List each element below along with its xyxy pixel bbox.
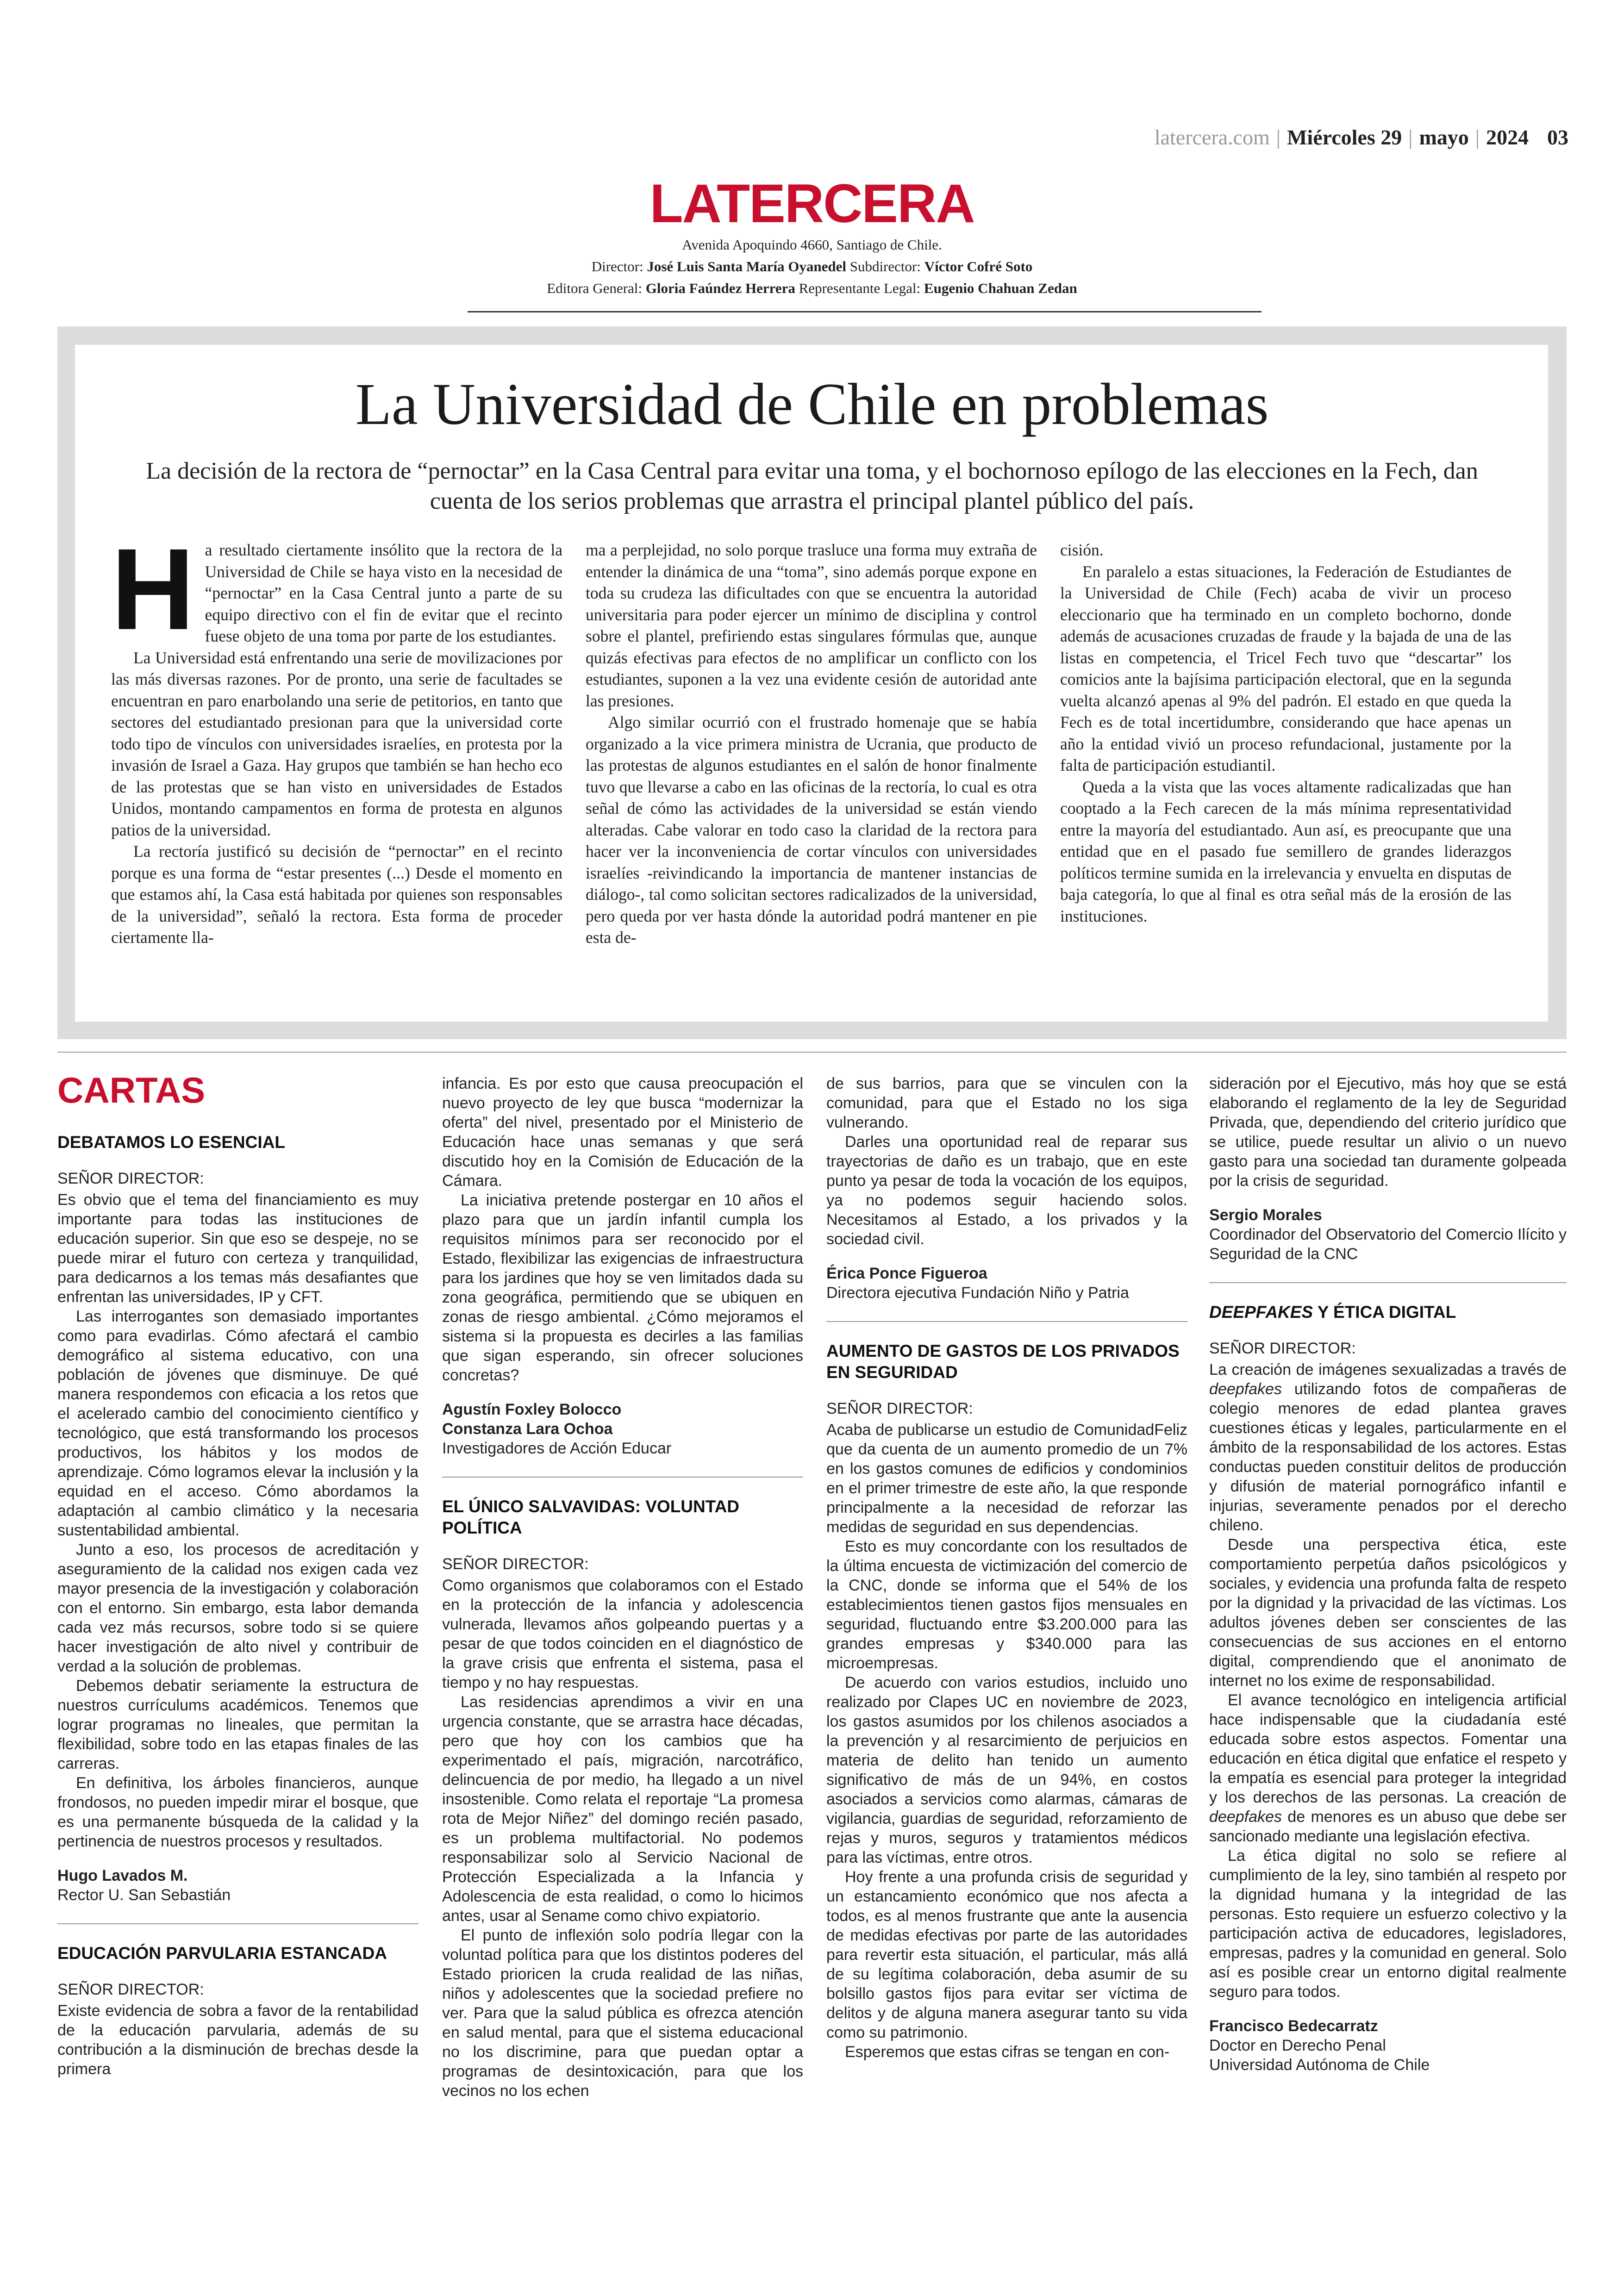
editorial-paragraph: En paralelo a estas situaciones, la Federación de Estudiantes de la Universidad de Chile (Fech) acaba de vivir un proceso eleccionario que ha terminado en un completo bochorno, donde además de acusaciones cruzadas de fraude y la bajada de una de las listas en competencia, el Tricel Fech tuvo que “descartar” los comicios ante la bajísima participación electoral, que en la segunda vuelta alcanzó apenas al 9% del padrón. El estado en que queda la Fech es de total incertidumbre, considerando que hace apenas un año la entidad vivió un proceso refundacional, justamente por la falta de participación estudiantil. <box>1060 562 1512 774</box>
letter-paragraph: Junto a eso, los procesos de acreditación y aseguramiento de la calidad nos exigen cada vez mayor presencia de la investigación y colaboración con el entorno. Sin embargo, esta labor demanda cada vez más recursos, sobre todo si se quiere hacer investigación de alto nivel y contribuir de verdad a la solución de problemas. <box>57 1541 418 1675</box>
letter-text: El avance tecnológico en inteligencia artificial hace indispensable que la ciudadanía esté educada sobre estos aspectos. Fomentar una educación en ética digital que enfatice el respeto y la empatía es esencial para proteger la integridad y los derechos de las personas. La creación de <box>1209 1691 1567 1806</box>
letter-author-role: Rector U. San Sebastián <box>57 1886 231 1904</box>
letter-salutation: SEÑOR DIRECTOR: <box>1209 1340 1356 1357</box>
section-divider <box>57 1052 1567 1053</box>
letter-author-role: Directora ejecutiva Fundación Niño y Patria <box>826 1284 1129 1302</box>
letter-text: de menores es un abuso que debe ser sancionado mediante una legislación efectiva. <box>1209 1808 1567 1845</box>
letter-text-italic: deepfakes <box>1209 1380 1282 1398</box>
letter-author-role: Universidad Autónoma de Chile <box>1209 2056 1430 2074</box>
editorial-lede: La decisión de la rectora de “pernoctar” en la Casa Central para evitar una toma, y el bochornoso epílogo de las elecciones en la Fech, dan cuenta de los serios problemas que arrastra el principal plantel público del país. <box>146 458 1478 514</box>
letters-column-2 <box>442 1074 803 2196</box>
address: Avenida Apoquindo 4660, Santiago de Chile. <box>682 237 942 253</box>
letter-paragraph: de sus barrios, para que se vinculen con la comunidad, para que el Estado no los siga vulnerando. <box>826 1075 1187 1131</box>
page-header: latercera.com | Miércoles 29 | mayo | 2024 03 <box>1154 125 1568 149</box>
editorial-column-3 <box>1060 539 1512 1002</box>
letter-author-role: Investigadores de Acción Educar <box>442 1440 672 1457</box>
letter-paragraph <box>1209 1690 1567 1846</box>
letter-title: EL ÚNICO SALVAVIDAS: VOLUNTAD POLÍTICA <box>442 1497 740 1537</box>
editorial-column-2 <box>586 539 1037 1002</box>
date-year: 2024 <box>1486 125 1529 149</box>
letter-paragraph: En definitiva, los árboles financieros, aunque frondosos, no pueden impedir mirar el bosque, que es una permanente búsqueda de la calidad y la pertinencia de nuestros procesos y resultados. <box>57 1774 418 1850</box>
rep-name: Eugenio Chahuan Zedan <box>924 280 1077 296</box>
letter-text-italic: deepfakes <box>1209 1808 1282 1826</box>
letter-paragraph <box>1209 1360 1567 1535</box>
letter-author: Constanza Lara Ochoa <box>442 1420 613 1438</box>
letter-paragraph: Como organismos que colaboramos con el Estado en la protección de la infancia y adolescencia vulnerada, llevamos años golpeando puertas y a pesar de que todos coinciden en el diagnóstico de la grave crisis que enfrenta el sistema, pasa el tiempo y no hay respuestas. <box>442 1577 803 1691</box>
page-number: 03 <box>1547 125 1568 149</box>
letter-paragraph: Esperemos que estas cifras se tengan en con- <box>845 2043 1170 2061</box>
date-day: Miércoles 29 <box>1287 125 1402 149</box>
letter-paragraph: infancia. Es por esto que causa preocupación el nuevo proyecto de ley que busca “modernizar la oferta” del nivel, presentado por el Ministerio de Educación hace unas semanas y que será discutido hoy en la Comisión de Educación de la Cámara. <box>442 1075 803 1190</box>
letter-title: AUMENTO DE GASTOS DE LOS PRIVADOS EN SEGURIDAD <box>826 1341 1180 1382</box>
letter-paragraph: Debemos debatir seriamente la estructura de nuestros currículums académicos. Tenemos que lograr programas no lineales, que permitan la flexibilidad, sobre todo en las etapas finales de las carreras. <box>57 1677 418 1772</box>
letter-salutation: SEÑOR DIRECTOR: <box>826 1400 973 1417</box>
letter-title: EDUCACIÓN PARVULARIA ESTANCADA <box>57 1944 387 1963</box>
letter-title-italic: DEEPFAKES <box>1209 1303 1313 1322</box>
masthead-info <box>0 234 1624 299</box>
editorial-paragraph: Algo similar ocurrió con el frustrado homenaje que se había organizado a la vice primera ministra de Ucrania, que producto de las protestas de algunos estudiantes en el salón de honor finalmente tuvo que llevarse a cabo en las oficinas de la rectoría, lo cual es otra señal de cómo las actividades de la universidad se están viendo alteradas. Cabe valorar en todo caso la claridad de la rectora para hacer ver la inconveniencia de cortar vínculos con universidades israelíes -reivindicando la importancia de mantener instancias de diálogo-, tal como solicitan sectores radicalizados de la universidad, pero queda por ver hasta dónde la autoridad podrá mantener en pie esta de- <box>586 713 1037 947</box>
letter-paragraph: Es obvio que el tema del financiamiento es muy importante para todas las instituciones de educación superior. Sin que eso se despeje, no se puede mirar el futuro con certeza y tranquilidad, para dedicarnos a los temas más desafiantes que enfrentan las universidades, IP y CFT. <box>57 1191 418 1306</box>
letter-paragraph: Acaba de publicarse un estudio de ComunidadFeliz que da cuenta de un aumento promedio de un 7% en los gastos comunes de edificios y condominios en el primer trimestre de este año, la que responde principalmente a la necesidad de reforzar las medidas de seguridad en sus dependencias. <box>826 1421 1187 1536</box>
editorial-paragraph: a resultado ciertamente insólito que la rectora de la Universidad de Chile se haya visto en la necesidad de “pernoctar” en la Casa Central junto a parte de su equipo directivo con el fin de evitar que el recinto fuese objeto de una toma por parte de los estudiantes. <box>205 541 562 645</box>
editorial-paragraph: cisión. <box>1060 541 1104 559</box>
letter-author: Francisco Bedecarratz <box>1209 2017 1378 2035</box>
cartas-section-title: CARTAS <box>57 1070 206 1110</box>
masthead-divider <box>468 311 1262 312</box>
letter-text: La creación de imágenes sexualizadas a través de <box>1209 1361 1567 1378</box>
letter-salutation: SEÑOR DIRECTOR: <box>442 1555 589 1573</box>
letters-column-1 <box>57 1132 418 2196</box>
letter-paragraph: Darles una oportunidad real de reparar sus trayectorias de daño es un trabajo, que en este punto ya pesar de toda la vocación de los equipos, ya no podemos seguir haciendo solos. Necesitamos al Estado, a los privados y la sociedad civil. <box>826 1133 1187 1248</box>
letters-column-3 <box>826 1074 1187 2196</box>
letter-paragraph: Existe evidencia de sobra a favor de la rentabilidad de la educación parvularia, además de su contribución a la disminución de brechas desde la primera <box>57 2002 418 2078</box>
letter-author: Sergio Morales <box>1209 1206 1322 1224</box>
editorial-paragraph: ma a perplejidad, no solo porque trasluce una forma muy extraña de entender la dinámica de una “toma”, sino además porque expone en toda su crudeza las dificultades con que se encuentra la autoridad universitaria para poder ejercer un mínimo de disciplina y control sobre el plantel, prefiriendo estas singulares fórmulas que, aunque quizás efectivas para efectos de no amplificar un conflicto con los estudiantes, suponen a la vez una evidente cesión de autoridad ante las presiones. <box>586 541 1037 710</box>
letter-title-rest: Y ÉTICA DIGITAL <box>1313 1303 1456 1322</box>
date-month: mayo <box>1419 125 1469 149</box>
rep-label: Representante Legal: <box>799 280 921 296</box>
letter-title: DEBATAMOS LO ESENCIAL <box>57 1133 285 1152</box>
letter-salutation: SEÑOR DIRECTOR: <box>57 1981 204 1998</box>
letter-paragraph: Esto es muy concordante con los resultados de la última encuesta de victimización del comercio de la CNC, donde se informa que el 54% de los establecimientos tienen gastos fijos mensuales en seguridad, fluctuando entre $3.200.000 para las grandes empresas y $340.000 para las microempresas. <box>826 1538 1187 1672</box>
editora-label: Editora General: <box>547 280 642 296</box>
director-name: José Luis Santa María Oyanedel <box>647 258 846 274</box>
letter-author: Hugo Lavados M. <box>57 1867 188 1884</box>
letter-divider <box>442 1477 803 1478</box>
letter-paragraph: De acuerdo con varios estudios, incluido uno realizado por Clapes UC en noviembre de 2023, los gastos asumidos por los chilenos asociados a la prevención y al resarcimiento de perjuicios en materia de delito han tenido un aumento significativo de más de un 94%, en costos asociados a servicios como alarmas, cámaras de vigilancia, guardias de seguridad, reforzamiento de rejas y muros, seguros y tratamientos médicos para las víctimas, entre otros. <box>826 1674 1187 1866</box>
letter-divider <box>1209 1282 1567 1283</box>
editorial-paragraph: Queda a la vista que las voces altamente radicalizadas que han cooptado a la Fech carecen de la más mínima representatividad entre la mayoría del estudiantado. Aun así, es preocupante que una entidad que en el pasado fue semillero de grandes liderazgos políticos termine sumida en la irrelevancia y envuelta en disputas de baja categoría, lo que al final es otra señal más de la erosión de las instituciones. <box>1060 777 1512 925</box>
editorial-paragraph: La rectoría justificó su decisión de “pernoctar” en el recinto porque es una forma de “estar presentes (...) Desde el momento en que estamos ahí, la Casa está habitada por quienes son responsables de la universidad”, señaló la rectora. Esta forma de proceder ciertamente lla- <box>111 842 562 947</box>
letter-author-role: Coordinador del Observatorio del Comercio Ilícito y Seguridad de la CNC <box>1209 1226 1567 1263</box>
letters-column-4 <box>1209 1074 1567 2196</box>
letter-author: Agustín Foxley Bolocco <box>442 1401 622 1418</box>
editorial-paragraph: La Universidad está enfrentando una serie de movilizaciones por las más diversas razones. Por de pronto, una serie de facultades se encuentran en paro enarbolando una serie de petitorios, en tanto que sectores del estudiantado presionan para que la universidad corte todo tipo de vínculos con universidades israelíes, en protesta por la invasión de Israel a Gaza. Hay grupos que también se han hecho eco de las protestas que se han visto en universidades de Estados Unidos, montando campamentos en forma de protesta en algunos patios de la universidad. <box>111 648 562 839</box>
letter-salutation: SEÑOR DIRECTOR: <box>57 1170 204 1187</box>
editorial-column-1 <box>111 539 562 1002</box>
newspaper-logo: LATERCERA <box>650 173 974 234</box>
letter-paragraph: Las residencias aprendimos a vivir en una urgencia constante, que se arrastra hace décadas, pero que hoy con los cambios que ha experimentado el país, migración, narcotráfico, delincuencia de por medio, ha llegado a un nivel insostenible. Como relata el reportaje “La promesa rota de Mejor Niñez” del domingo recién pasado, es un problema multifactorial. No podemos responsabilizar solo al Servicio Nacional de Protección Especializada a la Infancia y Adolescencia de esta realidad, o como lo hicimos antes, usar al Sename como chivo expiatorio. <box>442 1693 803 1925</box>
editorial-title: La Universidad de Chile en problemas <box>355 371 1269 437</box>
letter-paragraph: Las interrogantes son demasiado importantes como para evadirlas. Cómo afectará el cambio demográfico al sistema educativo, con una población de jóvenes que disminuye. De qué manera respondemos con eficacia a los retos que el acelerado cambio del conocimiento científico y tecnológico, que está transformando los procesos productivos, los hábitos y los modos de aprendizaje. Cómo logramos elevar la inclusión y la equidad en el acceso. Cómo abordamos la adaptación al cambio climático y la necesaria sustentabilidad ambiental. <box>57 1308 418 1539</box>
letter-paragraph: La ética digital no solo se refiere al cumplimiento de la ley, sino también al respeto por la dignidad humana y la integridad de las personas. Esto requiere un esfuerzo colectivo y la participación activa de educadores, legisladores, empresas, padres y la comunidad en general. Solo así es posible crear un entorno digital realmente seguro para todos. <box>1209 1847 1567 2001</box>
director-label: Director: <box>591 258 643 274</box>
subdirector-label: Subdirector: <box>849 258 921 274</box>
site-name: latercera.com <box>1154 125 1270 149</box>
letter-paragraph: sideración por el Ejecutivo, más hoy que se está elaborando el reglamento de la ley de Seguridad Privada, que, dependiendo del criterio jurídico que se utilice, puede resultar un alivio o un nuevo gasto para una sociedad tan duramente golpeada por la crisis de seguridad. <box>1209 1075 1567 1190</box>
letter-title <box>1209 1302 1567 1323</box>
editora-name: Gloria Faúndez Herrera <box>645 280 795 296</box>
letter-paragraph: El punto de inflexión solo podría llegar con la voluntad política para que los distintos poderes del Estado prioricen la cruda realidad de las niñas, niños y adolescentes que la sociedad prefiere no ver. Para que la salud pública es ofrezca atención en salud mental, para que el sistema educacional no los discrimine, para que puedan optar a programas de desintoxicación, para que los vecinos no los echen <box>442 1927 803 2100</box>
letter-author-role: Doctor en Derecho Penal <box>1209 2037 1386 2054</box>
drop-cap: H <box>111 539 195 654</box>
letter-paragraph: Desde una perspectiva ética, este comportamiento perpetúa daños psicológicos y sociales, y evidencia una profunda falta de respeto por la dignidad y la privacidad de las víctimas. Los adultos jóvenes deben ser conscientes de las consecuencias de sus acciones en el entorno digital, comprendiendo que el anonimato de internet no los exime de responsabilidad. <box>1209 1536 1567 1690</box>
letter-paragraph: La iniciativa pretende postergar en 10 años el plazo para que un jardín infantil cumpla los requisitos mínimos para ser reconocido por el Estado, flexibilizar las exigencias de infraestructura para los jardines que hoy se ven limitados dada su zona geográfica, permitiendo que se ubiquen en zonas de riesgo ambiental. ¿Cómo mejoramos el sistema si la propuesta es decirles a las familias que sigan esperando, sin ofrecer soluciones concretas? <box>442 1191 803 1384</box>
letter-paragraph: Hoy frente a una profunda crisis de seguridad y un estancamiento económico que nos afecta a todos, es al menos frustrante que ante la ausencia de medidas efectivas por parte de las autoridades para revertir esta situación, el particular, más allá de su legítima colaboración, deba asumir de su bolsillo gastos fijos para evitar ser víctima de delitos y de alguna manera asegurar tanto su vida como su patrimonio. <box>826 1868 1187 2041</box>
subdirector-name: Víctor Cofré Soto <box>924 258 1033 274</box>
letter-divider <box>57 1923 418 1924</box>
letter-author: Érica Ponce Figueroa <box>826 1265 987 1282</box>
letter-divider <box>826 1321 1187 1322</box>
letter-text: utilizando fotos de compañeras de colegio menores de edad plantea graves cuestiones éticas y legales, particularmente en el ámbito de la responsabilidad de los actores. Estas conductas pueden constituir delitos de producción y difusión de material pornográfico infantil e injurias, severamente penados por el derecho chileno. <box>1209 1380 1567 1534</box>
